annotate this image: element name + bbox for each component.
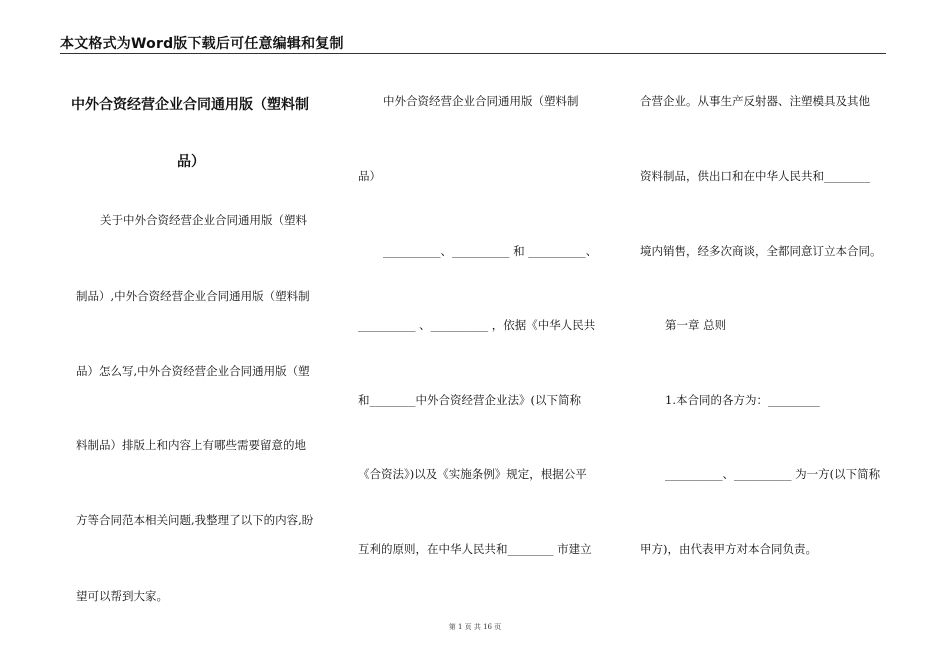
column3-line-6: __________、__________ 为一方(以下简称 xyxy=(665,467,881,481)
column1-line-4: 料制品）排版上和内容上有哪些需要留意的地 xyxy=(76,438,306,452)
column2-line-1: 中外合资经营企业合同通用版（塑料制 xyxy=(383,94,579,108)
column3-line-2: 资料制品，供出口和在中华人民共和________ xyxy=(640,169,870,183)
column2-line-2: 品） xyxy=(358,169,381,183)
column3-line-3: 境内销售，经多次商谈，全都同意订立本合同。 xyxy=(640,244,882,258)
column3-line-5: 1.本合同的各方为：_________ xyxy=(665,393,820,407)
header-divider xyxy=(60,53,886,54)
column1-line-2: 制品）,中外合资经营企业合同通用版（塑料制 xyxy=(76,289,310,303)
column1-line-6: 望可以帮到大家。 xyxy=(76,589,168,603)
chapter-heading: 第一章 总则 xyxy=(665,318,727,332)
column2-line-7: 互利的原则，在中华人民共和________ 市建立 xyxy=(358,542,592,556)
header-title: 本文格式为Word版下载后可任意编辑和复制 xyxy=(60,36,344,52)
column1-line-5: 方等合同范本相关问题,我整理了以下的内容,盼 xyxy=(76,513,314,527)
column2-line-3: __________、__________ 和 __________、 xyxy=(383,244,598,258)
column1-line-1: 关于中外合资经营企业合同通用版（塑料 xyxy=(100,213,307,227)
column3-line-1: 合营企业。从事生产反射器、注塑模具及其他 xyxy=(640,94,870,108)
column3-line-7: 甲方)，由代表甲方对本合同负责。 xyxy=(640,542,817,556)
column2-line-6: 《合资法》)以及《实施条例》规定，根据公平 xyxy=(358,467,587,481)
document-title-line-2: 品） xyxy=(177,154,205,170)
page-number: 第 1 页 共 16 页 xyxy=(448,623,502,631)
document-title-line-1: 中外合资经营企业合同通用版（塑料制 xyxy=(71,97,309,113)
column2-line-4: __________ 、__________ ，依据《中华人民共 xyxy=(358,318,596,332)
column1-line-3: 品）怎么写,中外合资经营企业合同通用版（塑 xyxy=(76,364,310,378)
column2-line-5: 和________中外合资经营企业法》(以下简称 xyxy=(358,393,581,407)
